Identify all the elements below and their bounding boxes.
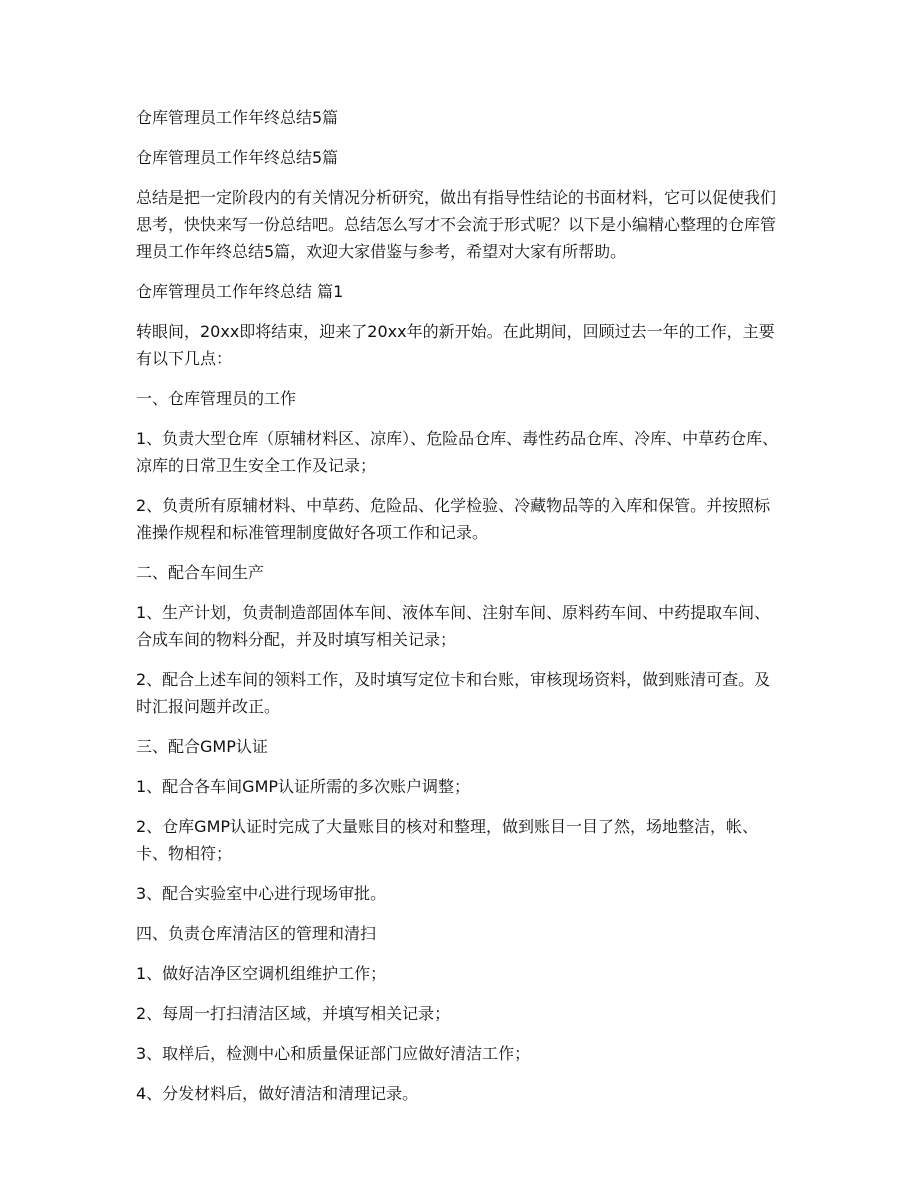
intro-paragraph: 总结是把一定阶段内的有关情况分析研究，做出有指导性结论的书面材料，它可以促使我们思考，快快来写一份总结吧。总结怎么写才不会流于形式呢？以下是小编精心整理的仓库管理员工作年终总结5篇，欢迎大家借鉴与参考，希望对大家有所帮助。 xyxy=(136,188,777,261)
section-heading-part-1: 仓库管理员工作年终总结 篇1 xyxy=(136,282,344,301)
opening-paragraph: 转眼间，20xx即将结束，迎来了20xx年的新开始。在此期间，回顾过去一年的工作，主要有以下几点： xyxy=(136,322,775,368)
item-workshop-1: 1、生产计划，负责制造部固体车间、液体车间、注射车间、原料药车间、中药提取车间、合成车间的物料分配，并及时填写相关记录； xyxy=(136,603,771,649)
item-workshop-2: 2、配合上述车间的领料工作，及时填写定位卡和台账，审核现场资料，做到账清可查。及时汇报问题并改正。 xyxy=(136,670,771,716)
section-heading-warehouse-work: 一、仓库管理员的工作 xyxy=(136,389,297,408)
item-warehouse-2: 2、负责所有原辅材料、中草药、危险品、化学检验、冷藏物品等的入库和保管。并按照标准操作规程和标准管理制度做好各项工作和记录。 xyxy=(136,496,771,542)
section-heading-cleaning: 四、负责仓库清洁区的管理和清扫 xyxy=(136,924,377,943)
document-body xyxy=(136,104,786,1120)
section-heading-gmp: 三、配合GMP认证 xyxy=(136,737,268,756)
item-gmp-2: 2、仓库GMP认证时完成了大量账目的核对和整理，做到账目一目了然，场地整洁，帐、卡、物相符； xyxy=(136,817,759,863)
document-subtitle: 仓库管理员工作年终总结5篇 xyxy=(136,148,339,167)
item-cleaning-2: 2、每周一打扫清洁区域，并填写相关记录； xyxy=(136,1004,451,1023)
item-cleaning-4: 4、分发材料后，做好清洁和清理记录。 xyxy=(136,1084,419,1103)
document-title: 仓库管理员工作年终总结5篇 xyxy=(136,108,339,127)
item-gmp-3: 3、配合实验室中心进行现场审批。 xyxy=(136,884,387,903)
item-cleaning-3: 3、取样后，检测中心和质量保证部门应做好清洁工作； xyxy=(136,1044,531,1063)
section-heading-workshop: 二、配合车间生产 xyxy=(136,563,265,582)
item-cleaning-1: 1、做好洁净区空调机组维护工作； xyxy=(136,964,387,983)
item-warehouse-1: 1、负责大型仓库（原辅材料区、凉库）、危险品仓库、毒性药品仓库、冷库、中草药仓库、凉库的日常卫生安全工作及记录； xyxy=(136,429,779,475)
item-gmp-1: 1、配合各车间GMP认证所需的多次账户调整； xyxy=(136,777,471,796)
